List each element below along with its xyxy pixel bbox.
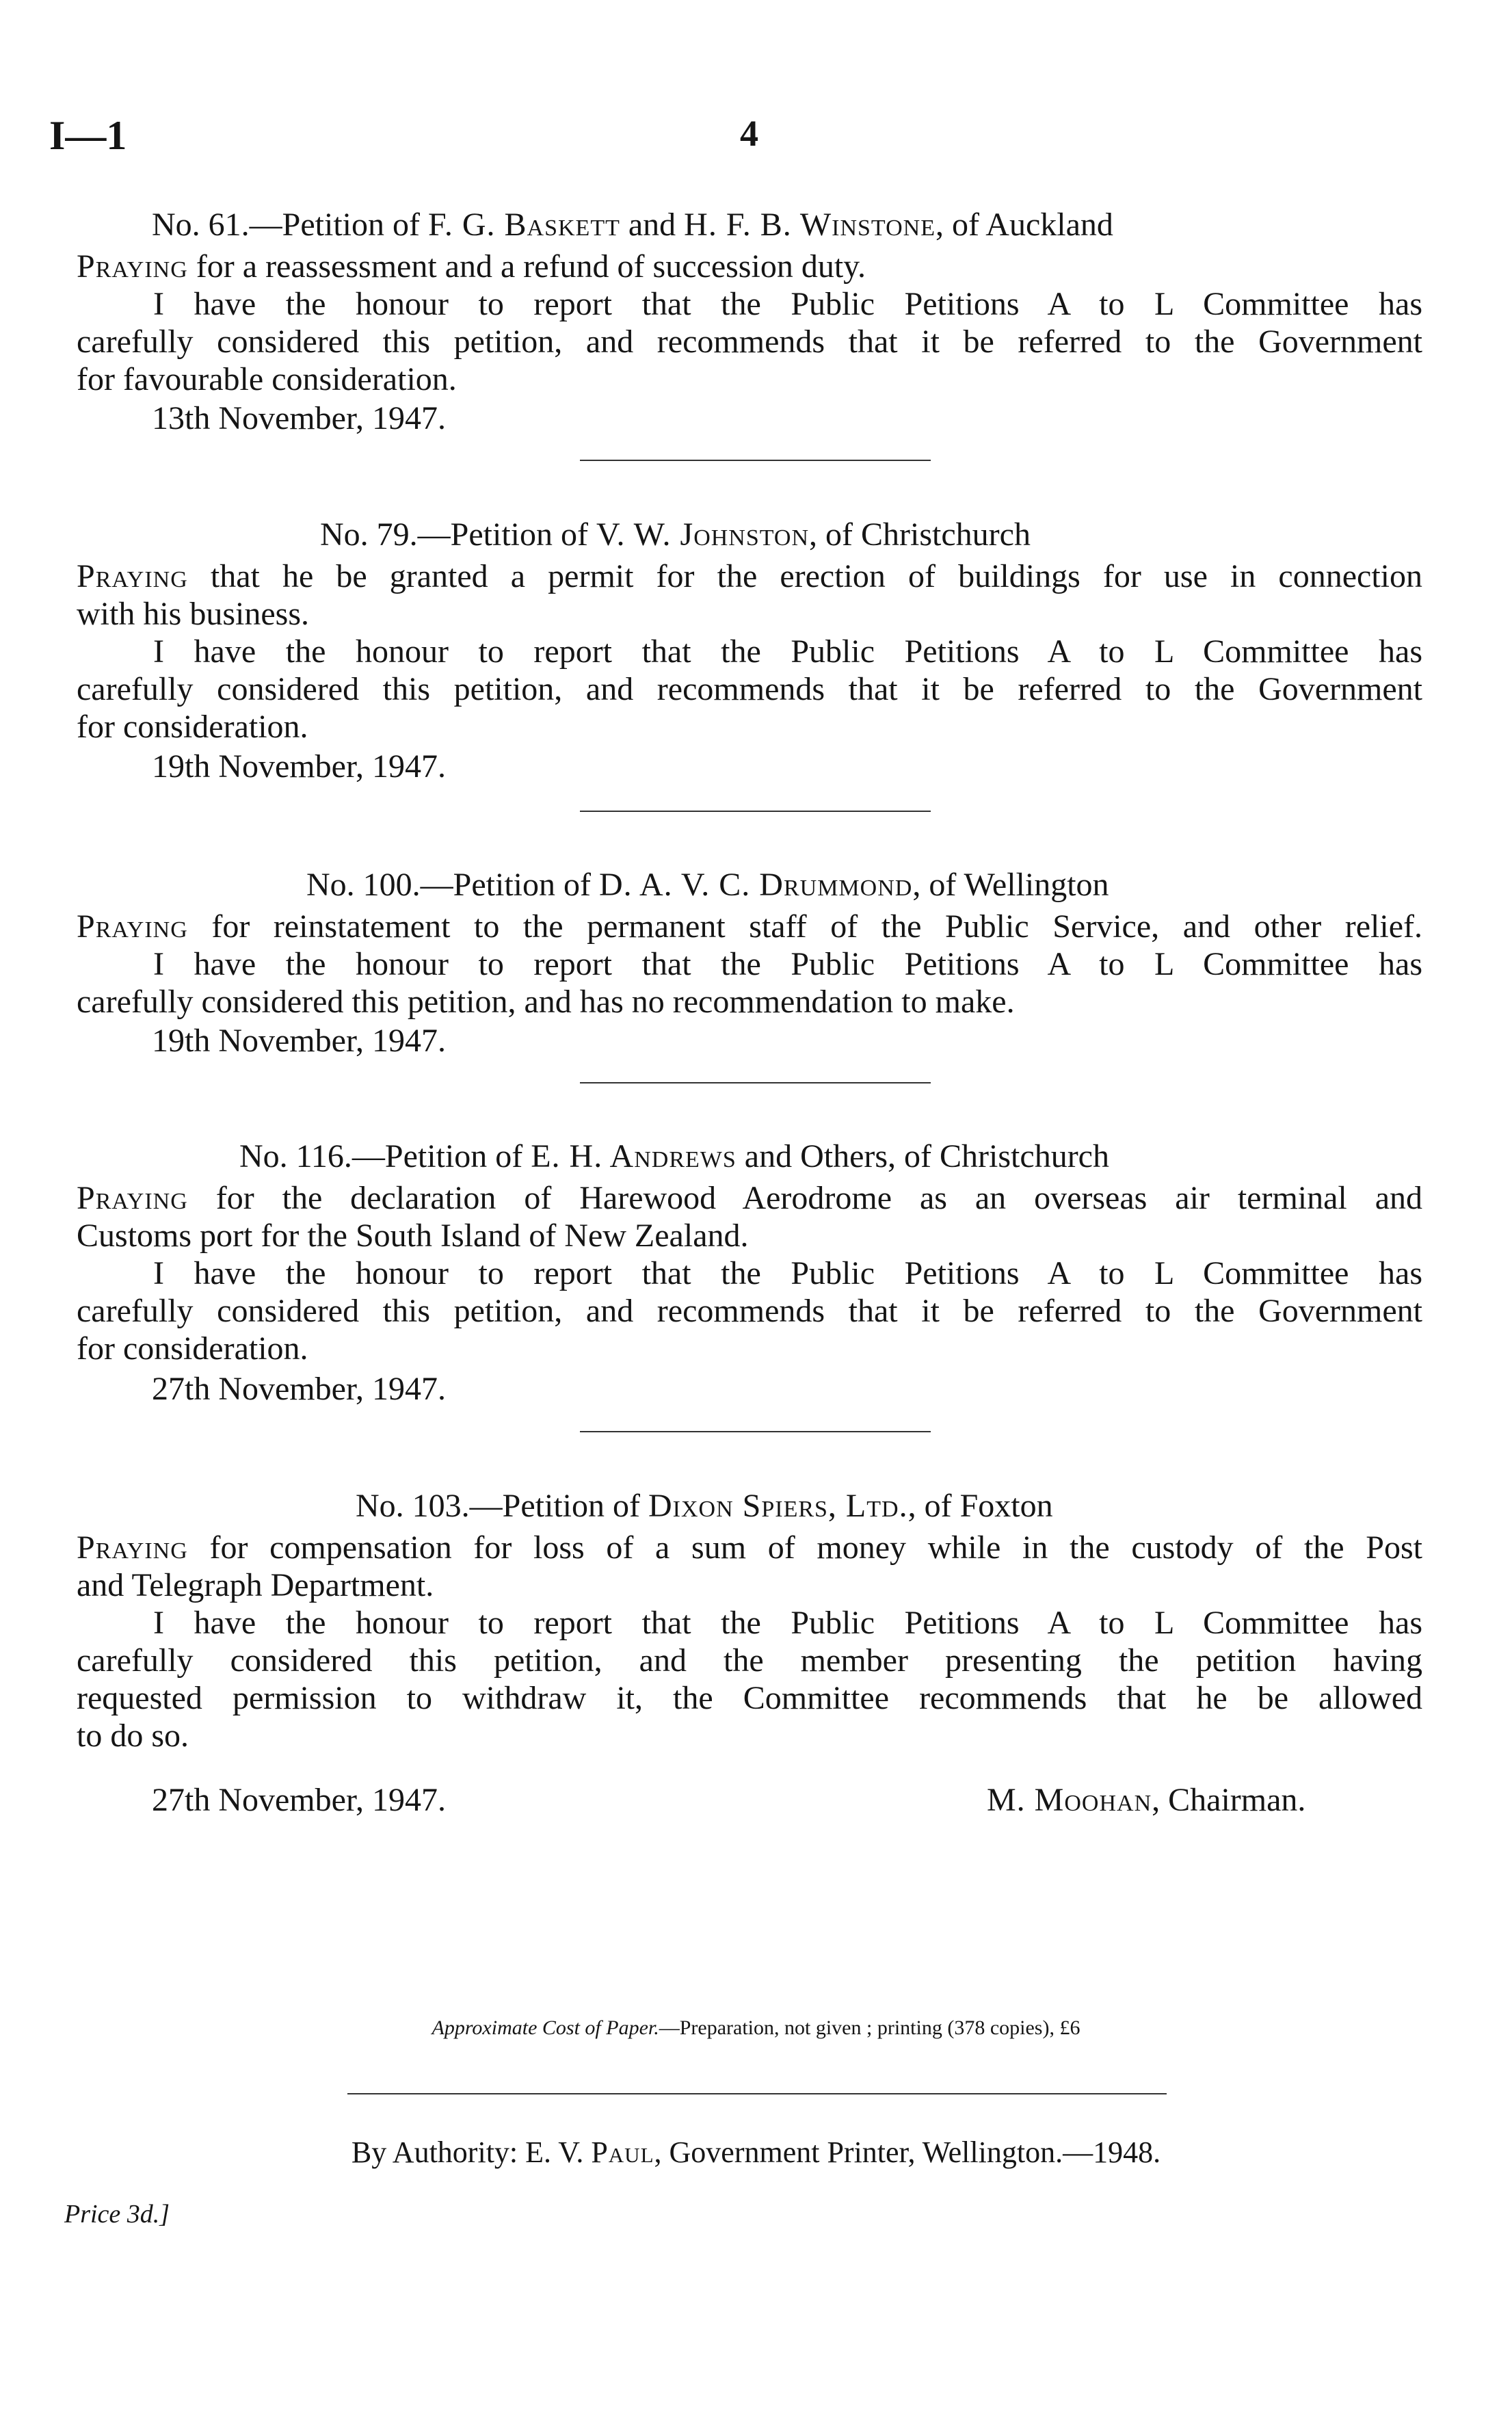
report-line: carefully considered this petition, and the member presenting the petition having — [77, 1642, 1422, 1679]
report-line: carefully considered this petition, and recommends that it be referred to the Government — [77, 671, 1422, 707]
section-divider — [580, 1431, 931, 1432]
report-line: for consideration. — [77, 1330, 308, 1367]
petition-date: 19th November, 1947. — [152, 1023, 447, 1059]
praying-line: Praying for compensation for loss of a sum of money while in the custody of the Post — [77, 1529, 1422, 1566]
document-code: I—1 — [49, 113, 127, 158]
praying-line: Praying for reinstatement to the permanent staff of the Public Service, and other relief. — [77, 908, 1422, 945]
praying-line: Praying that he be granted a permit for the erection of buildings for use in connection — [77, 558, 1422, 594]
report-line: I have the honour to report that the Public Petitions A to L Committee has — [153, 946, 1422, 982]
footer-divider — [347, 2093, 1167, 2094]
price: Price 3d.] — [64, 2200, 170, 2229]
petition-title: No. 61.—Petition of F. G. Baskett and H. F. B. Winstone, of Auckland — [152, 207, 1113, 243]
report-line: carefully considered this petition, and has no recommendation to make. — [77, 984, 1015, 1020]
praying-line: Customs port for the South Island of New Zealand. — [77, 1218, 749, 1254]
report-line: I have the honour to report that the Public Petitions A to L Committee has — [153, 1255, 1422, 1291]
petition-body — [77, 1179, 1422, 1367]
petition-title: No. 79.—Petition of V. W. Johnston, of Christchurch — [320, 516, 1031, 553]
section-divider — [580, 1082, 931, 1083]
praying-line: Praying for the declaration of Harewood Aerodrome as an overseas air terminal and — [77, 1180, 1422, 1216]
report-line: for favourable consideration. — [77, 361, 457, 397]
praying-line: and Telegraph Department. — [77, 1567, 434, 1603]
report-line: I have the honour to report that the Public Petitions A to L Committee has — [153, 1605, 1422, 1641]
page-number: 4 — [740, 113, 758, 154]
petition-title: No. 103.—Petition of Dixon Spiers, Ltd., of Foxton — [356, 1488, 1053, 1524]
report-line: to do so. — [77, 1718, 189, 1754]
report-line: carefully considered this petition, and recommends that it be referred to the Government — [77, 1293, 1422, 1329]
petition-title: No. 116.—Petition of E. H. Andrews and Others, of Christchurch — [239, 1138, 1109, 1174]
petition-date: 27th November, 1947. — [152, 1782, 447, 1818]
cost-of-paper: Approximate Cost of Paper.—Preparation, not given ; printing (378 copies), £6 — [432, 2016, 1080, 2039]
report-line: requested permission to withdraw it, the Committee recommends that he be allowed — [77, 1680, 1422, 1716]
petition-body — [77, 908, 1422, 1021]
praying-line: Praying for a reassessment and a refund of succession duty. — [77, 248, 866, 285]
petition-date: 19th November, 1947. — [152, 748, 447, 785]
section-divider — [580, 811, 931, 812]
petition-body — [77, 248, 1422, 398]
printer-authority: By Authority: E. V. Paul, Government Printer, Wellington.—1948. — [351, 2136, 1161, 2169]
report-line: I have the honour to report that the Public Petitions A to L Committee has — [153, 633, 1422, 670]
report-line: I have the honour to report that the Public Petitions A to L Committee has — [153, 286, 1422, 322]
report-line: carefully considered this petition, and recommends that it be referred to the Government — [77, 324, 1422, 360]
petition-body — [77, 1529, 1422, 1755]
section-divider — [580, 460, 931, 461]
chairman-signature: M. Moohan, Chairman. — [987, 1782, 1306, 1818]
petition-date: 13th November, 1947. — [152, 400, 447, 436]
praying-line: with his business. — [77, 596, 310, 632]
petition-title: No. 100.—Petition of D. A. V. C. Drummond, of Wellington — [306, 867, 1109, 903]
petition-body — [77, 557, 1422, 746]
petition-date: 27th November, 1947. — [152, 1371, 447, 1407]
report-line: for consideration. — [77, 709, 308, 745]
